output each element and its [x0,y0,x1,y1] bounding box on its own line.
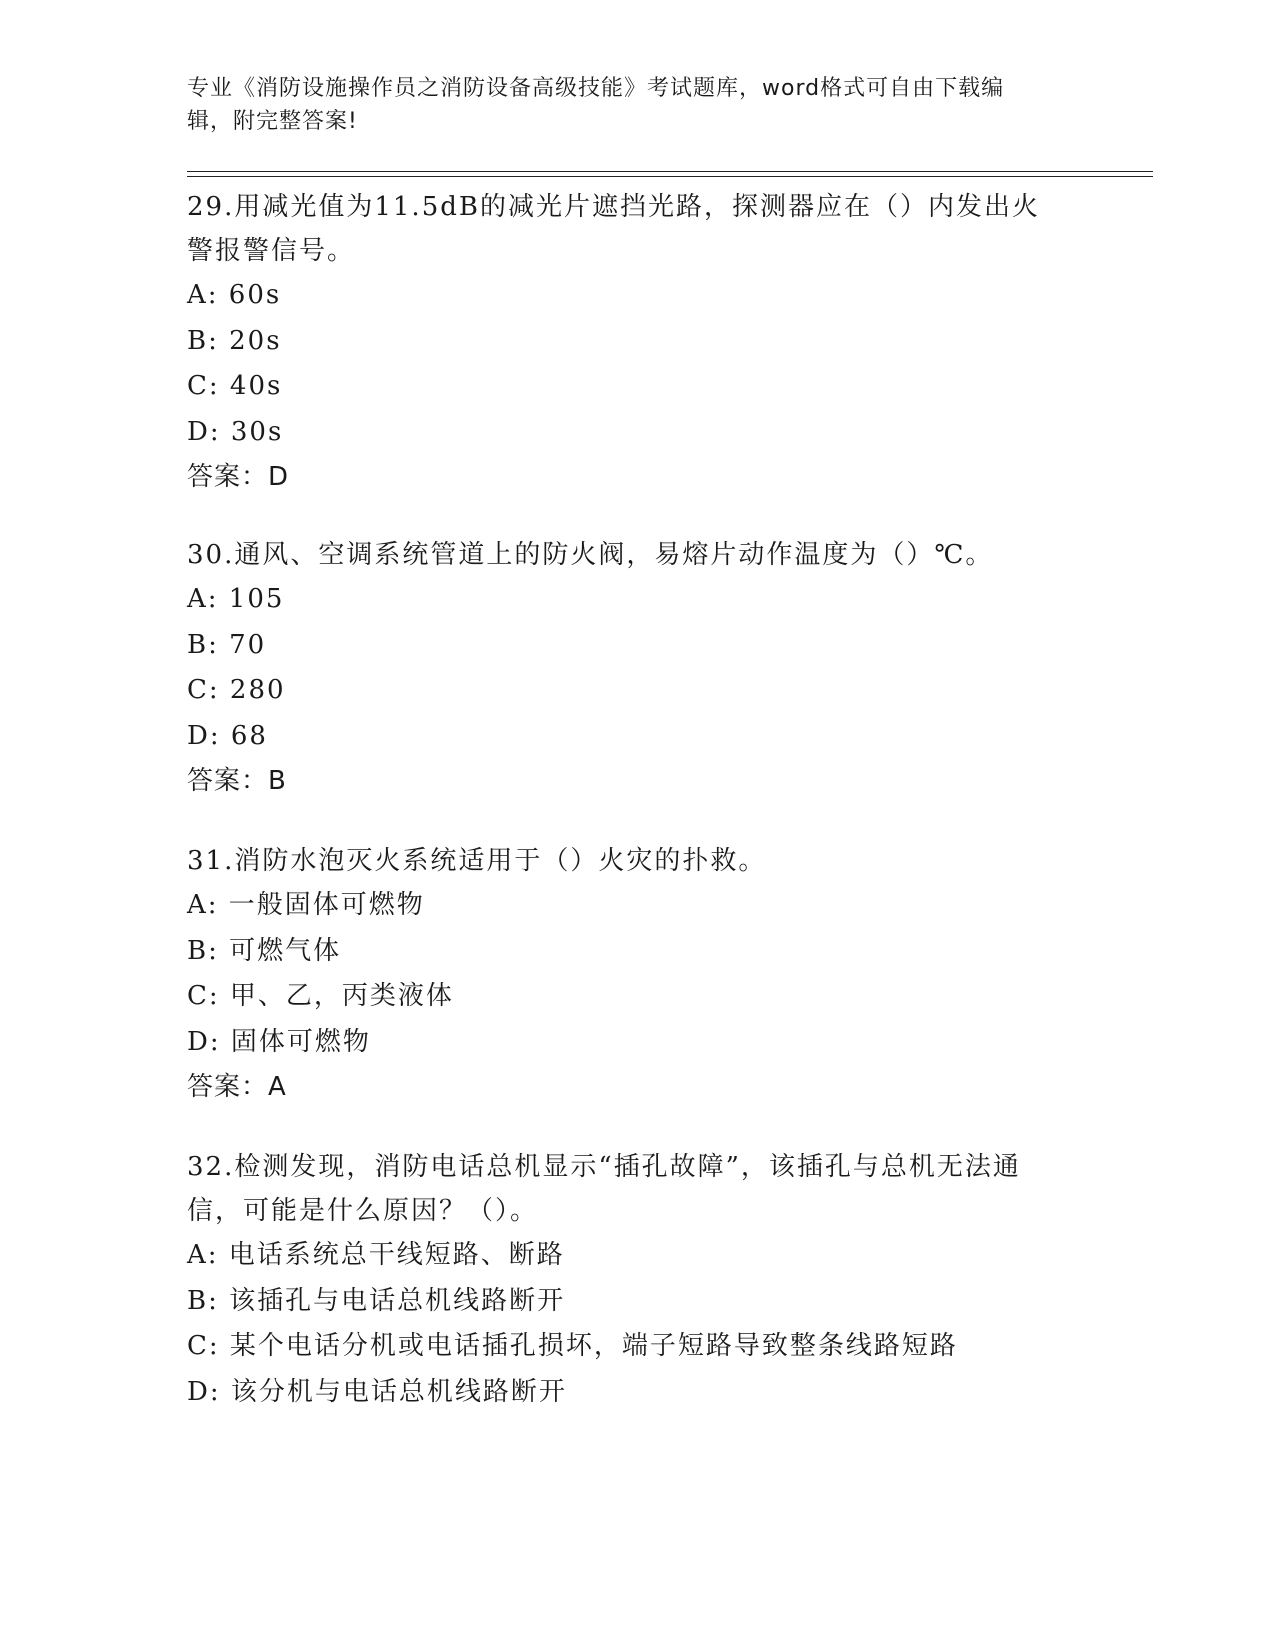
question-stem-line: 31.消防水泡灭火系统适用于（）火灾的扑救。 [187,846,767,876]
option-a: A: 一般固体可燃物 [187,890,425,920]
option-b: B: 70 [187,629,267,660]
answer-line: 答案：D [187,462,290,492]
option-c: C: 某个电话分机或电话插孔损坏，端子短路导致整条线路短路 [187,1331,958,1361]
header-divider-bottom [187,176,1153,177]
answer-line: 答案：A [187,1072,287,1102]
header-line-1: 专业《消防设施操作员之消防设备高级技能》考试题库，word格式可自由下载编 [187,76,1005,101]
option-c: C: 280 [187,675,286,705]
option-a: A: 60s [187,280,282,310]
question-31 [187,839,1087,1109]
option-b: B: 该插孔与电话总机线路断开 [187,1285,566,1316]
question-stem-line: 警报警信号。 [187,236,356,266]
header-divider-top [187,171,1153,172]
question-stem-line: 29.用减光值为11.5dB的减光片遮挡光路，探测器应在（）内发出火 [187,192,1040,222]
option-a: A: 电话系统总干线短路、断路 [187,1240,565,1270]
question-29 [187,185,1087,499]
question-stem-line: 30.通风、空调系统管道上的防火阀，易熔片动作温度为（）℃。 [187,540,994,570]
option-d: D: 30s [187,416,284,447]
document-header [187,72,1067,138]
answer-line: 答案：B [187,766,287,796]
option-b: B: 可燃气体 [187,935,342,966]
option-a: A: 105 [187,584,285,614]
question-stem-line: 信，可能是什么原因？（）。 [187,1196,539,1226]
option-c: C: 40s [187,371,283,401]
option-c: C: 甲、乙，丙类液体 [187,981,454,1011]
question-30 [187,533,1087,803]
option-d: D: 固体可燃物 [187,1026,371,1057]
option-b: B: 20s [187,325,282,356]
header-line-2: 辑，附完整答案! [187,109,358,134]
option-d: D: 68 [187,720,268,751]
question-stem-line: 32.检测发现，消防电话总机显示“插孔故障”，该插孔与总机无法通 [187,1152,1021,1182]
option-d: D: 该分机与电话总机线路断开 [187,1376,567,1407]
question-32 [187,1145,1087,1415]
